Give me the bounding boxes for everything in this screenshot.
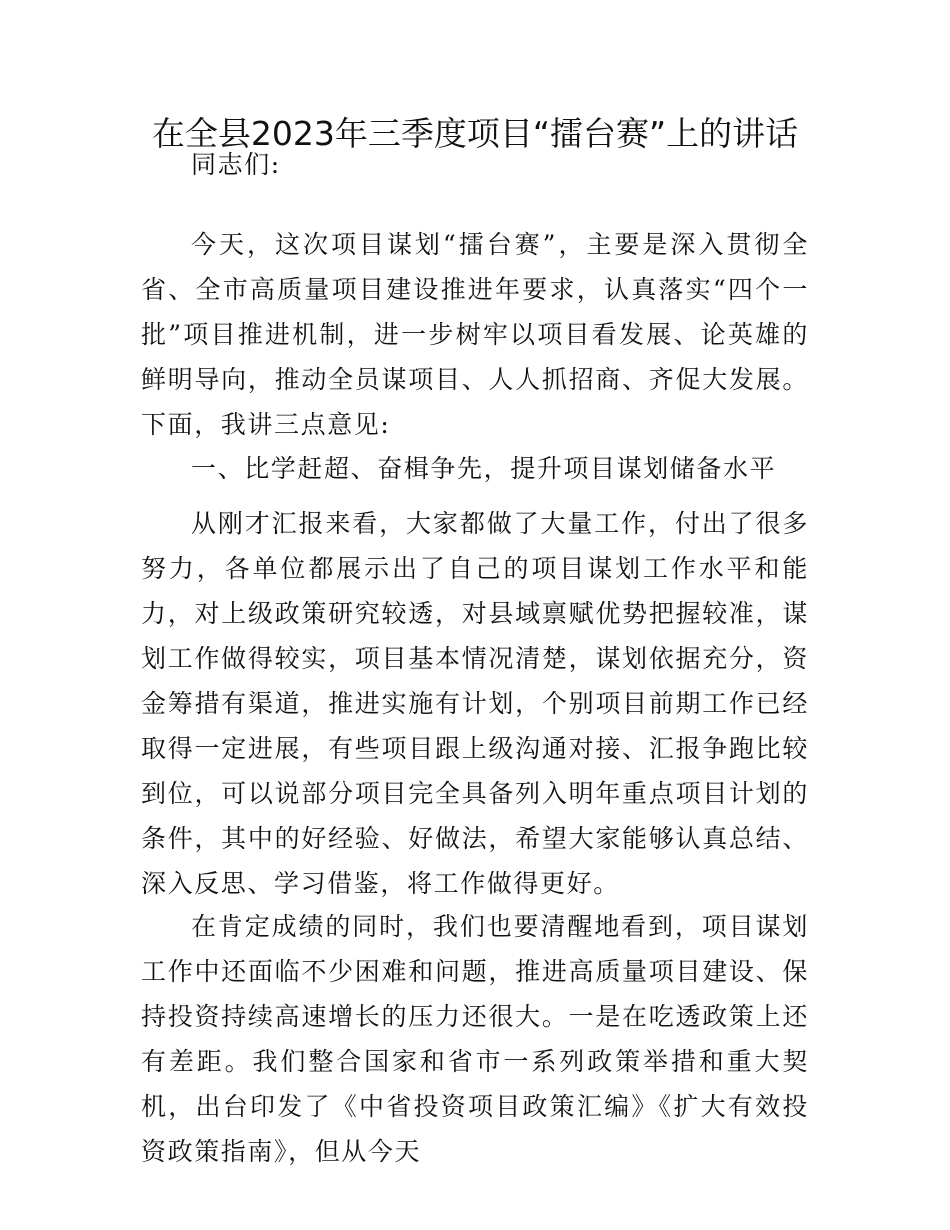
section-heading-1: 一、比学赶超、奋楫争先，提升项目谋划储备水平 [191, 454, 777, 483]
document-title: 在全县2023年三季度项目“擂台赛”上的讲话 [151, 114, 799, 153]
paragraph-intro: 今天，这次项目谋划“擂台赛”，主要是深入贯彻全省、全市高质量项目建设推进年要求，认真落实“四个一批”项目推进机制，进一步树牢以项目看发展、论英雄的鲜明导向，推动全员谋项目、人人抓招商、齐促大发展。下面，我讲三点意见: [141, 230, 809, 439]
greeting: 同志们: [191, 150, 281, 179]
paragraph-achievements: 从刚才汇报来看，大家都做了大量工作，付出了很多努力，各单位都展示出了自己的项目谋划工作水平和能力，对上级政策研究较透，对县域禀赋优势把握较准，谋划工作做得较实，项目基本情况清楚，谋划依据充分，资金筹措有渠道，推进实施有计划，个别项目前期工作已经取得一定进展，有些项目跟上级沟通对接、汇报争跑比较到位，可以说部分项目完全具备列入明年重点项目计划的条件，其中的好经验、好做法，希望大家能够认真总结、深入反思、学习借鉴，将工作做得更好。 [141, 509, 809, 898]
paragraph-problems: 在肯定成绩的同时，我们也要清醒地看到，项目谋划工作中还面临不少困难和问题，推进高质量项目建设、保持投资持续高速增长的压力还很大。一是在吃透政策上还有差距。我们整合国家和省市一系列政策举措和重大契机，出台印发了《中省投资项目政策汇编》《扩大有效投资政策指南》，但从今天 [141, 912, 809, 1166]
